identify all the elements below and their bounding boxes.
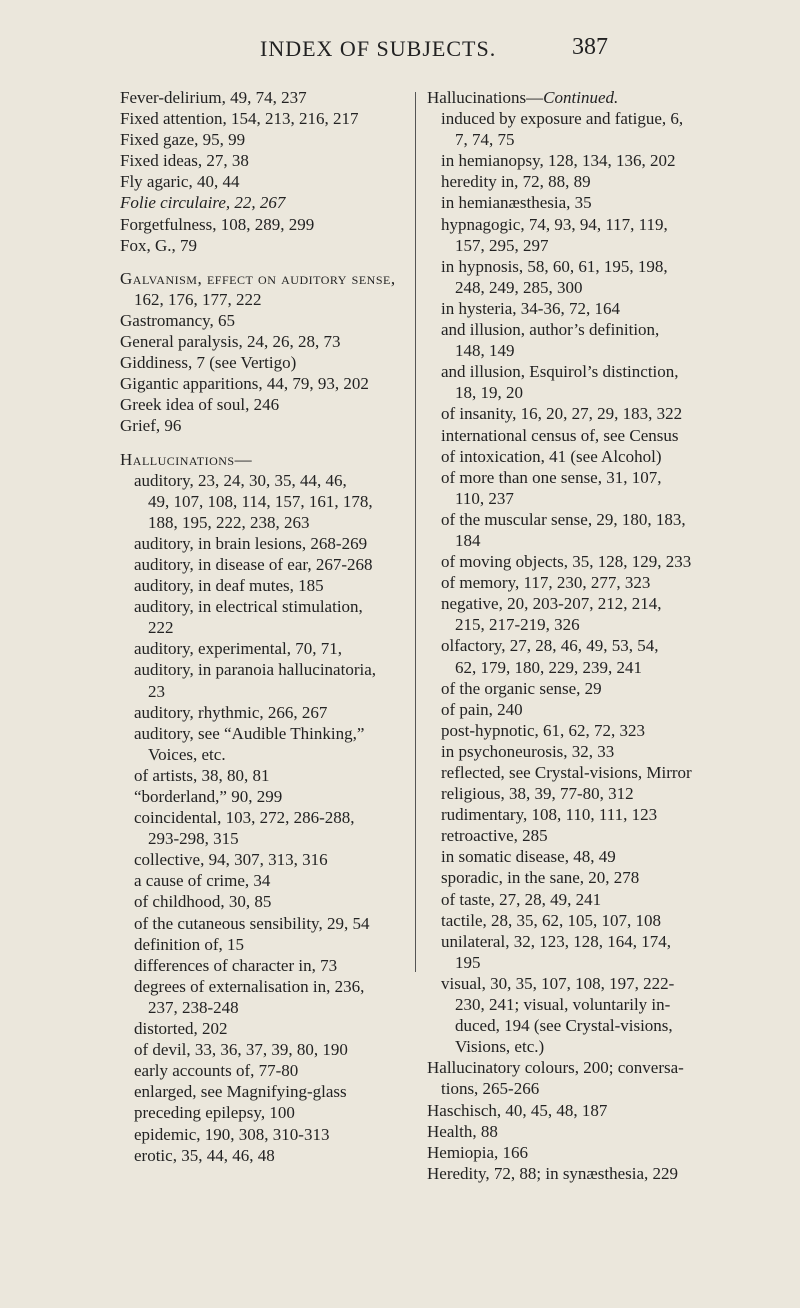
index-subentry: of pain, 240: [441, 699, 523, 719]
index-subentry: sporadic, in the sane, 20, 278: [441, 868, 640, 888]
column-divider: [415, 92, 416, 972]
index-entry: Heredity, 72, 88; in synæsthesia, 229: [427, 1163, 679, 1183]
index-subentry-continuation: 230, 241; visual, voluntarily in-: [455, 995, 671, 1015]
index-subentry-continuation: 195: [455, 952, 481, 972]
index-subentry: auditory, in paranoia hallucinatoria,: [134, 660, 377, 680]
index-subentry: auditory, in electrical stimulation,: [134, 597, 363, 617]
index-subentry: in hemianæsthesia, 35: [441, 193, 592, 213]
index-subentry-continuation: 293-298, 315: [148, 829, 239, 849]
index-subentry: of memory, 117, 230, 277, 323: [441, 573, 651, 593]
spacer: [120, 437, 412, 449]
index-entry: Giddiness, 7 (see Vertigo): [120, 353, 297, 373]
index-subentry: enlarged, see Magnifying-glass: [134, 1082, 347, 1102]
index-subentry-continuation: 248, 249, 285, 300: [455, 277, 583, 297]
index-entry: Gastromancy, 65: [120, 310, 236, 330]
index-subentry-continuation: duced, 194 (see Crystal-visions,: [455, 1016, 673, 1036]
index-subentry-continuation: 188, 195, 222, 238, 263: [148, 512, 310, 532]
index-subentry: religious, 38, 39, 77-80, 312: [441, 784, 634, 804]
index-entry: Haschisch, 40, 45, 48, 187: [427, 1100, 608, 1120]
index-subentry: degrees of externalisation in, 236,: [134, 976, 365, 996]
index-subentry: and illusion, author’s definition,: [441, 320, 660, 340]
index-entry: Fox, G., 79: [120, 235, 197, 255]
index-subentry: of intoxication, 41 (see Alcohol): [441, 446, 662, 466]
index-subentry-continuation: 148, 149: [455, 341, 515, 361]
index-subentry-continuation: 222: [148, 618, 174, 638]
index-subentry: distorted, 202: [134, 1019, 228, 1039]
index-subentry-continuation: 62, 179, 180, 229, 239, 241: [455, 657, 642, 677]
index-subentry: induced by exposure and fatigue, 6,: [441, 109, 684, 129]
index-subentry: rudimentary, 108, 110, 111, 123: [441, 805, 658, 825]
continued-label: Continued.: [543, 88, 619, 107]
index-column-left: [120, 87, 412, 1166]
index-subentry: auditory, 23, 24, 30, 35, 44, 46,: [134, 470, 347, 490]
index-subentry: negative, 20, 203-207, 212, 214,: [441, 594, 662, 614]
index-entry: Health, 88: [427, 1121, 498, 1141]
index-subentry: of the muscular sense, 29, 180, 183,: [441, 509, 686, 529]
index-subentry-continuation: 18, 19, 20: [455, 383, 523, 403]
index-column-right: [427, 87, 721, 1184]
index-subentry: of artists, 38, 80, 81: [134, 765, 270, 785]
index-entry: Forgetfulness, 108, 289, 299: [120, 214, 315, 234]
index-subentry: in hysteria, 34-36, 72, 164: [441, 298, 620, 318]
index-entry: Greek idea of soul, 246: [120, 395, 280, 415]
index-subentry: of insanity, 16, 20, 27, 29, 183, 322: [441, 404, 683, 424]
spacer: [120, 256, 412, 268]
index-entry-continuation: 162, 176, 177, 222: [134, 289, 262, 309]
index-entry: Grief, 96: [120, 416, 182, 436]
index-subentry: in somatic disease, 48, 49: [441, 847, 616, 867]
index-subentry-continuation: 7, 74, 75: [455, 130, 515, 150]
index-subentry: visual, 30, 35, 107, 108, 197, 222-: [441, 973, 675, 993]
index-entry: General paralysis, 24, 26, 28, 73: [120, 332, 341, 352]
index-heading-continued: Hallucinations—Continued.: [427, 88, 619, 107]
index-entry: Galvanism, effect on auditory sense,: [120, 268, 396, 288]
index-entry-continuation: tions, 265-266: [441, 1079, 540, 1099]
index-subentry: epidemic, 190, 308, 310-313: [134, 1124, 330, 1144]
index-subentry: a cause of crime, 34: [134, 871, 271, 891]
index-entry: Fixed gaze, 95, 99: [120, 130, 246, 150]
index-subentry: in hypnosis, 58, 60, 61, 195, 198,: [441, 256, 668, 276]
index-entry: Fixed ideas, 27, 38: [120, 151, 249, 171]
index-subentry: early accounts of, 77-80: [134, 1061, 299, 1081]
index-subentry: retroactive, 285: [441, 826, 548, 846]
index-subentry: of the cutaneous sensibility, 29, 54: [134, 913, 370, 933]
index-subentry-continuation: 157, 295, 297: [455, 235, 549, 255]
index-subentry: coincidental, 103, 272, 286-288,: [134, 808, 355, 828]
index-subentry: auditory, in deaf mutes, 185: [134, 576, 324, 596]
index-subentry-continuation: 23: [148, 681, 165, 701]
index-entry: Fly agaric, 40, 44: [120, 172, 240, 192]
index-subentry: unilateral, 32, 123, 128, 164, 174,: [441, 931, 671, 951]
index-subentry: definition of, 15: [134, 934, 245, 954]
index-subentry: erotic, 35, 44, 46, 48: [134, 1145, 275, 1165]
page-number: 387: [572, 34, 608, 60]
index-subentry: differences of character in, 73: [134, 955, 338, 975]
index-subentry: auditory, see “Audible Thinking,”: [134, 723, 365, 743]
index-subentry: of the organic sense, 29: [441, 678, 602, 698]
index-subentry: of taste, 27, 28, 49, 241: [441, 889, 602, 909]
index-subentry: reflected, see Crystal-visions, Mirror: [441, 763, 692, 782]
index-entry: Hallucinatory colours, 200; conversa-: [427, 1058, 684, 1078]
index-subentry: auditory, experimental, 70, 71,: [134, 639, 343, 659]
index-subentry: auditory, in brain lesions, 268-269: [134, 533, 368, 553]
index-subentry: “borderland,” 90, 299: [134, 787, 283, 806]
index-subentry-continuation: 237, 238-248: [148, 997, 239, 1017]
index-subentry-continuation: 49, 107, 108, 114, 157, 161, 178,: [148, 491, 373, 511]
index-subentry: olfactory, 27, 28, 46, 49, 53, 54,: [441, 636, 659, 656]
index-subentry: auditory, rhythmic, 266, 267: [134, 702, 328, 722]
index-heading: Hallucinations—: [120, 449, 253, 469]
index-subentry: preceding epilepsy, 100: [134, 1103, 295, 1123]
index-subentry-continuation: 215, 217-219, 326: [455, 615, 580, 635]
index-entry: Fever-delirium, 49, 74, 237: [120, 88, 307, 107]
index-subentry: international census of, see Census: [441, 425, 679, 445]
index-subentry-continuation: Visions, etc.): [455, 1037, 545, 1057]
index-subentry: of devil, 33, 36, 37, 39, 80, 190: [134, 1040, 348, 1060]
index-subentry: collective, 94, 307, 313, 316: [134, 850, 328, 870]
index-subentry: of more than one sense, 31, 107,: [441, 467, 662, 487]
index-subentry: in hemianopsy, 128, 134, 136, 202: [441, 151, 676, 171]
index-subentry-continuation: 110, 237: [455, 488, 514, 508]
index-entry: Folie circulaire, 22, 267: [120, 193, 286, 213]
index-entry: Hemiopia, 166: [427, 1142, 529, 1162]
index-subentry-continuation: 184: [455, 530, 481, 550]
index-subentry: and illusion, Esquirol’s distinction,: [441, 362, 679, 382]
index-entry: Fixed attention, 154, 213, 216, 217: [120, 109, 359, 129]
index-subentry-continuation: Voices, etc.: [148, 744, 226, 764]
index-entry: Gigantic apparitions, 44, 79, 93, 202: [120, 374, 369, 394]
page-title: INDEX OF SUBJECTS.: [260, 36, 497, 61]
index-subentry: heredity in, 72, 88, 89: [441, 172, 591, 192]
page-header: [0, 36, 800, 76]
index-subentry: of childhood, 30, 85: [134, 892, 272, 912]
index-subentry: post-hypnotic, 61, 62, 72, 323: [441, 720, 645, 740]
index-subentry: in psychoneurosis, 32, 33: [441, 741, 615, 761]
index-subentry: hypnagogic, 74, 93, 94, 117, 119,: [441, 214, 668, 234]
index-subentry: of moving objects, 35, 128, 129, 233: [441, 552, 692, 572]
index-subentry: auditory, in disease of ear, 267-268: [134, 554, 373, 574]
index-subentry: tactile, 28, 35, 62, 105, 107, 108: [441, 910, 662, 930]
